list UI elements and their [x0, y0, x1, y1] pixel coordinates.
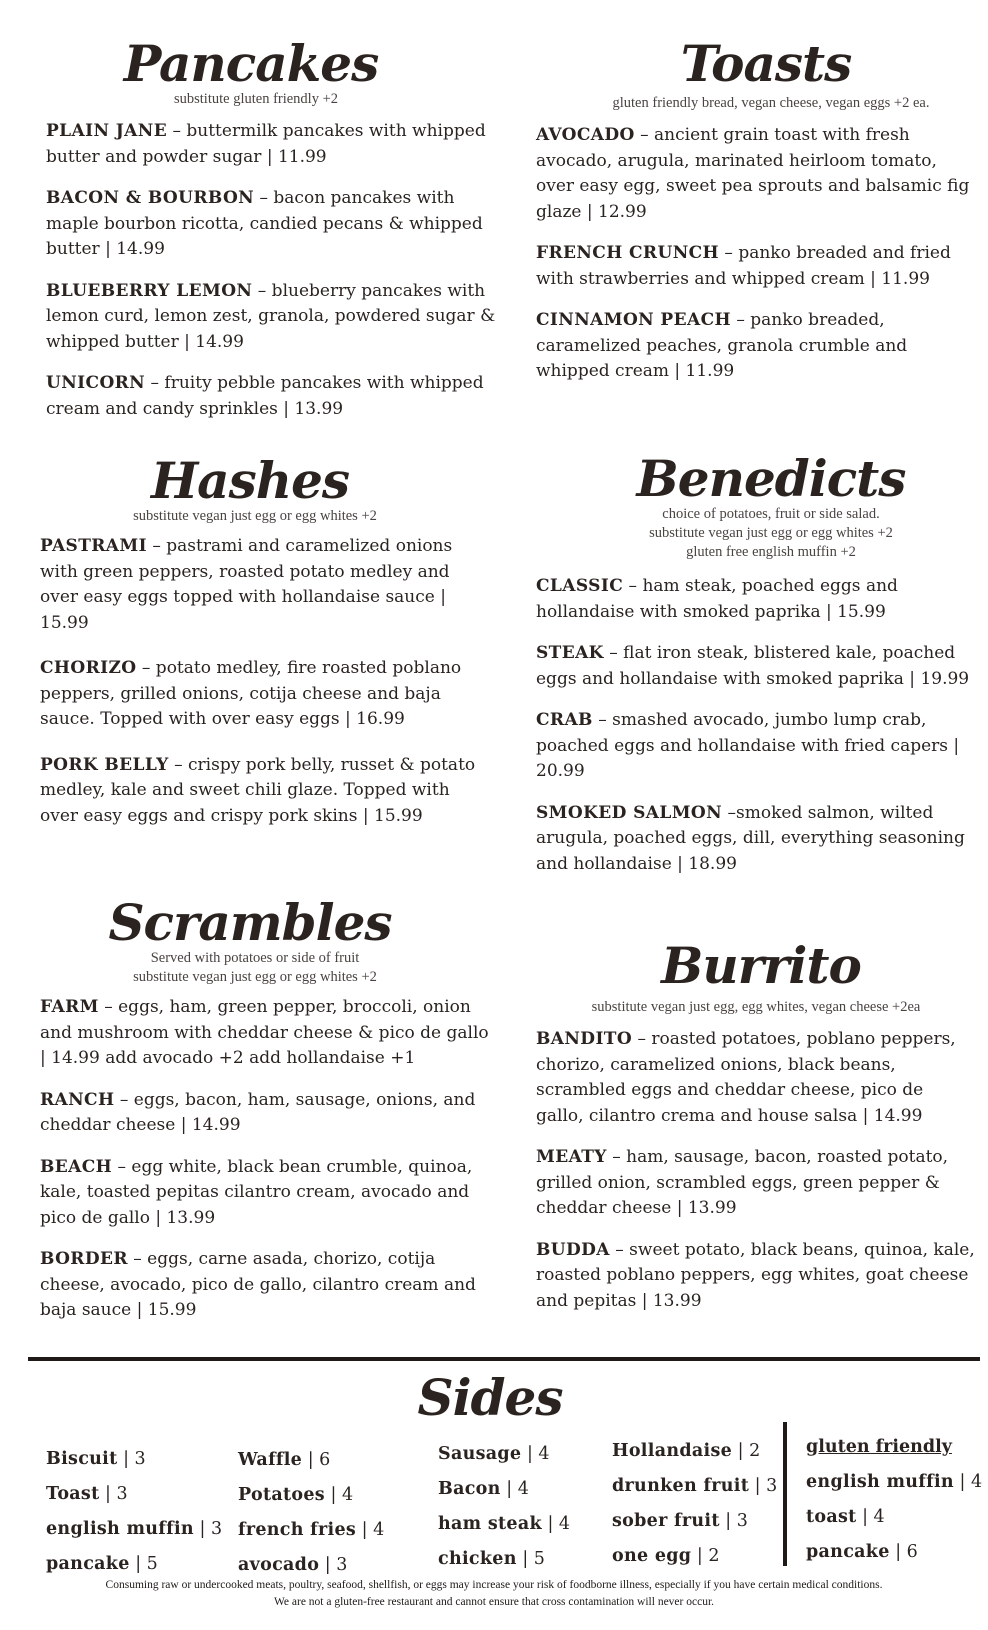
- side-name: toast: [806, 1507, 857, 1527]
- item-desc: – pastrami and caramelized onions with green peppers, roasted potato medley and over easy eggs topped with hollandaise sauce | 15.99: [40, 536, 453, 633]
- item-name: BANDITO: [536, 1029, 633, 1049]
- side-name: Hollandaise: [612, 1441, 733, 1461]
- disclaimer-line-2: We are not a gluten-free restaurant and cannot ensure that cross contamination will never occur.: [273, 1596, 715, 1608]
- menu-item: [40, 1247, 490, 1324]
- side-item: [238, 1478, 384, 1513]
- menu-item: [536, 708, 976, 785]
- side-item: [612, 1434, 777, 1469]
- item-name: CINNAMON PEACH: [536, 310, 731, 330]
- item-name: CRAB: [536, 710, 593, 730]
- section-title-toasts: Toasts: [680, 34, 852, 93]
- toasts-section: [536, 34, 976, 401]
- side-item: [46, 1477, 222, 1512]
- item-name: FRENCH CRUNCH: [536, 243, 720, 263]
- pancakes-section: [46, 34, 496, 438]
- side-price: | 4: [356, 1520, 385, 1540]
- menu-item: [40, 753, 490, 830]
- side-item: [438, 1472, 570, 1507]
- menu-item: [536, 1027, 976, 1129]
- side-price: | 4: [521, 1444, 550, 1464]
- sides-column-4: [612, 1434, 777, 1574]
- item-desc: – eggs, ham, green pepper, broccoli, onion and mushroom with cheddar cheese & pico de gallo | 14.99 add avocado +2 add hollandaise +1: [40, 997, 489, 1068]
- side-name: ham steak: [438, 1514, 542, 1534]
- side-price: | 5: [516, 1549, 545, 1569]
- side-item: [46, 1512, 222, 1547]
- side-price: | 4: [541, 1514, 571, 1534]
- menu-item: [40, 995, 490, 1072]
- benedicts-note-1: choice of potatoes, fruit or side salad.: [662, 506, 880, 522]
- benedicts-note-3: gluten free english muffin +2: [686, 544, 856, 560]
- burrito-note: substitute vegan just egg, egg whites, vegan cheese +2ea: [591, 999, 921, 1015]
- side-price: | 4: [324, 1485, 354, 1505]
- side-name: pancake: [806, 1542, 890, 1562]
- benedicts-section: [536, 449, 976, 893]
- side-item: [612, 1469, 777, 1504]
- item-name: BACON & BOURBON: [46, 188, 255, 208]
- item-name: AVOCADO: [536, 125, 635, 145]
- side-name: english muffin: [46, 1519, 194, 1539]
- vertical-divider: [783, 1422, 787, 1566]
- side-item: [438, 1542, 570, 1577]
- item-name: CHORIZO: [40, 658, 137, 678]
- menu-item: [40, 534, 490, 636]
- menu-item: [536, 308, 976, 385]
- item-desc: – fruity pebble pancakes with whipped cream and candy sprinkles | 13.99: [46, 373, 484, 419]
- item-desc: – eggs, carne asada, chorizo, cotija cheese, avocado, pico de gallo, cilantro cream and baja sauce | 15.99: [40, 1249, 476, 1320]
- item-name: BUDDA: [536, 1239, 610, 1260]
- item-desc: – panko breaded and fried with strawberries and whipped cream | 11.99: [536, 243, 951, 289]
- sides-column-3: [438, 1437, 570, 1577]
- side-name: Biscuit: [46, 1449, 118, 1469]
- side-name: drunken fruit: [612, 1476, 750, 1496]
- item-name: PASTRAMI: [40, 536, 147, 556]
- side-item: [806, 1500, 982, 1535]
- item-name: PLAIN JANE: [46, 121, 168, 141]
- menu-item: [46, 279, 496, 356]
- benedicts-note-2: substitute vegan just egg or egg whites +2: [649, 525, 893, 541]
- item-name: UNICORN: [46, 373, 146, 393]
- item-desc: – buttermilk pancakes with whipped butter and powder sugar | 11.99: [46, 121, 486, 167]
- item-desc: – egg white, black bean crumble, quinoa, kale, toasted pepitas cilantro cream, avocado and pico de gallo | 13.99: [40, 1156, 473, 1228]
- item-desc: – flat iron steak, blistered kale, poached eggs and hollandaise with smoked paprika | 19.99: [536, 643, 970, 689]
- side-price: | 4: [953, 1472, 983, 1492]
- menu-item: [536, 1145, 976, 1222]
- side-name: french fries: [238, 1520, 357, 1540]
- side-price: | 6: [302, 1450, 331, 1470]
- item-desc: –smoked salmon, wilted arugula, poached eggs, dill, everything seasoning and hollandaise | 18.99: [536, 802, 965, 874]
- menu-item: [536, 574, 976, 625]
- menu-item: [40, 656, 490, 733]
- item-name: CLASSIC: [536, 576, 624, 596]
- menu-item: [536, 123, 976, 225]
- menu-item: [536, 641, 976, 692]
- side-name: Bacon: [438, 1479, 501, 1499]
- gluten-friendly-heading: gluten friendly: [806, 1437, 952, 1457]
- side-name: chicken: [438, 1549, 517, 1569]
- scrambles-note-2: substitute vegan just egg or egg whites +2: [133, 969, 377, 985]
- item-desc: – blueberry pancakes with lemon curd, lemon zest, granola, powdered sugar & whipped butter | 14.99: [46, 280, 496, 352]
- item-name: FARM: [40, 997, 99, 1017]
- section-title-benedicts: Benedicts: [636, 449, 906, 508]
- disclaimer: [0, 1577, 988, 1611]
- burrito-section: [536, 936, 976, 1330]
- menu-item: [536, 801, 976, 878]
- side-name: one egg: [612, 1546, 692, 1566]
- side-price: | 4: [500, 1479, 529, 1499]
- side-price: | 2: [732, 1441, 761, 1461]
- side-name: Sausage: [438, 1444, 522, 1464]
- disclaimer-line-1: Consuming raw or undercooked meats, poultry, seafood, shellfish, or eggs may increase your risk of foodborne illness, especially if you have certain medical conditions.: [105, 1579, 883, 1591]
- menu-item: [40, 1088, 490, 1139]
- side-price: | 6: [889, 1542, 918, 1562]
- hashes-note: substitute vegan just egg or egg whites +2: [133, 508, 377, 524]
- item-desc: – roasted potatoes, poblano peppers, chorizo, caramelized onions, black beans, scrambled eggs and cheddar cheese, pico de gallo, cilantro crema and house salsa | 14.99: [536, 1029, 956, 1126]
- side-name: Waffle: [238, 1450, 303, 1470]
- menu-item: [536, 1238, 976, 1315]
- side-price: | 3: [749, 1476, 778, 1496]
- toasts-note: gluten friendly bread, vegan cheese, vegan eggs +2 ea.: [612, 95, 930, 111]
- item-desc: – crispy pork belly, russet & potato medley, kale and sweet chili glaze. Topped with over easy eggs and crispy pork skins | 15.99: [40, 754, 476, 826]
- side-item: [438, 1437, 570, 1472]
- side-price: | 2: [691, 1546, 720, 1566]
- item-name: BLUEBERRY LEMON: [46, 280, 253, 301]
- sides-column-1: [46, 1442, 222, 1582]
- side-name: english muffin: [806, 1472, 954, 1492]
- menu-item: [46, 371, 496, 422]
- item-name: SMOKED SALMON: [536, 802, 723, 823]
- side-name: Potatoes: [238, 1485, 325, 1505]
- side-name: avocado: [238, 1555, 320, 1575]
- item-desc: – eggs, bacon, ham, sausage, onions, and cheddar cheese | 14.99: [40, 1089, 476, 1135]
- item-desc: – ancient grain toast with fresh avocado, arugula, marinated heirloom tomato, over easy egg, sweet pea sprouts and balsamic fig glaze | 12.99: [536, 125, 970, 222]
- menu-item: [536, 241, 976, 292]
- side-item: [806, 1465, 982, 1500]
- scrambles-section: [40, 893, 490, 1340]
- item-desc: – ham steak, poached eggs and hollandaise with smoked paprika | 15.99: [536, 576, 898, 622]
- side-item: [46, 1442, 222, 1477]
- item-name: BORDER: [40, 1249, 128, 1269]
- item-desc: – smashed avocado, jumbo lump crab, poached eggs and hollandaise with fried capers | 20.99: [536, 710, 960, 781]
- section-title-scrambles: Scrambles: [108, 893, 392, 952]
- gluten-friendly-column: [806, 1430, 982, 1570]
- item-name: PORK BELLY: [40, 754, 169, 775]
- side-price: | 3: [193, 1519, 223, 1539]
- item-name: BEACH: [40, 1156, 113, 1177]
- side-name: Toast: [46, 1484, 100, 1504]
- side-name: sober fruit: [612, 1511, 720, 1531]
- side-item: [238, 1443, 384, 1478]
- horizontal-divider: [28, 1357, 980, 1361]
- item-desc: – ham, sausage, bacon, roasted potato, grilled onion, scrambled eggs, green pepper & cheddar cheese | 13.99: [536, 1147, 949, 1218]
- side-price: | 4: [856, 1507, 885, 1527]
- item-desc: – panko breaded, caramelized peaches, granola crumble and whipped cream | 11.99: [536, 310, 908, 381]
- side-name: pancake: [46, 1554, 130, 1574]
- item-name: MEATY: [536, 1147, 607, 1167]
- side-price: | 3: [319, 1555, 348, 1575]
- side-item: [806, 1535, 982, 1570]
- section-title-burrito: Burrito: [661, 936, 861, 995]
- side-item: [238, 1513, 384, 1548]
- item-desc: – bacon pancakes with maple bourbon ricotta, candied pecans & whipped butter | 14.99: [46, 188, 483, 259]
- section-title-hashes: Hashes: [150, 451, 350, 510]
- item-name: RANCH: [40, 1089, 115, 1110]
- side-item: [612, 1539, 777, 1574]
- scrambles-note-1: Served with potatoes or side of fruit: [150, 950, 360, 966]
- section-title-pancakes: Pancakes: [123, 34, 379, 93]
- item-desc: – sweet potato, black beans, quinoa, kale, roasted poblano peppers, egg whites, goat cheese and pepitas | 13.99: [536, 1239, 975, 1311]
- side-price: | 3: [117, 1449, 146, 1469]
- menu-item: [46, 119, 496, 170]
- menu-item: [40, 1155, 490, 1232]
- side-price: | 3: [99, 1484, 128, 1504]
- item-desc: – potato medley, fire roasted poblano peppers, grilled onions, cotija cheese and baja sauce. Topped with over easy eggs | 16.99: [40, 658, 462, 729]
- pancakes-note: substitute gluten friendly +2: [173, 91, 339, 107]
- side-item: [612, 1504, 777, 1539]
- side-price: | 3: [719, 1511, 748, 1531]
- section-title-sides: Sides: [417, 1368, 563, 1427]
- sides-column-2: [238, 1443, 384, 1583]
- menu-item: [46, 186, 496, 263]
- side-price: | 5: [129, 1554, 158, 1574]
- side-item: [438, 1507, 570, 1542]
- item-name: STEAK: [536, 643, 604, 663]
- hashes-section: [40, 451, 490, 845]
